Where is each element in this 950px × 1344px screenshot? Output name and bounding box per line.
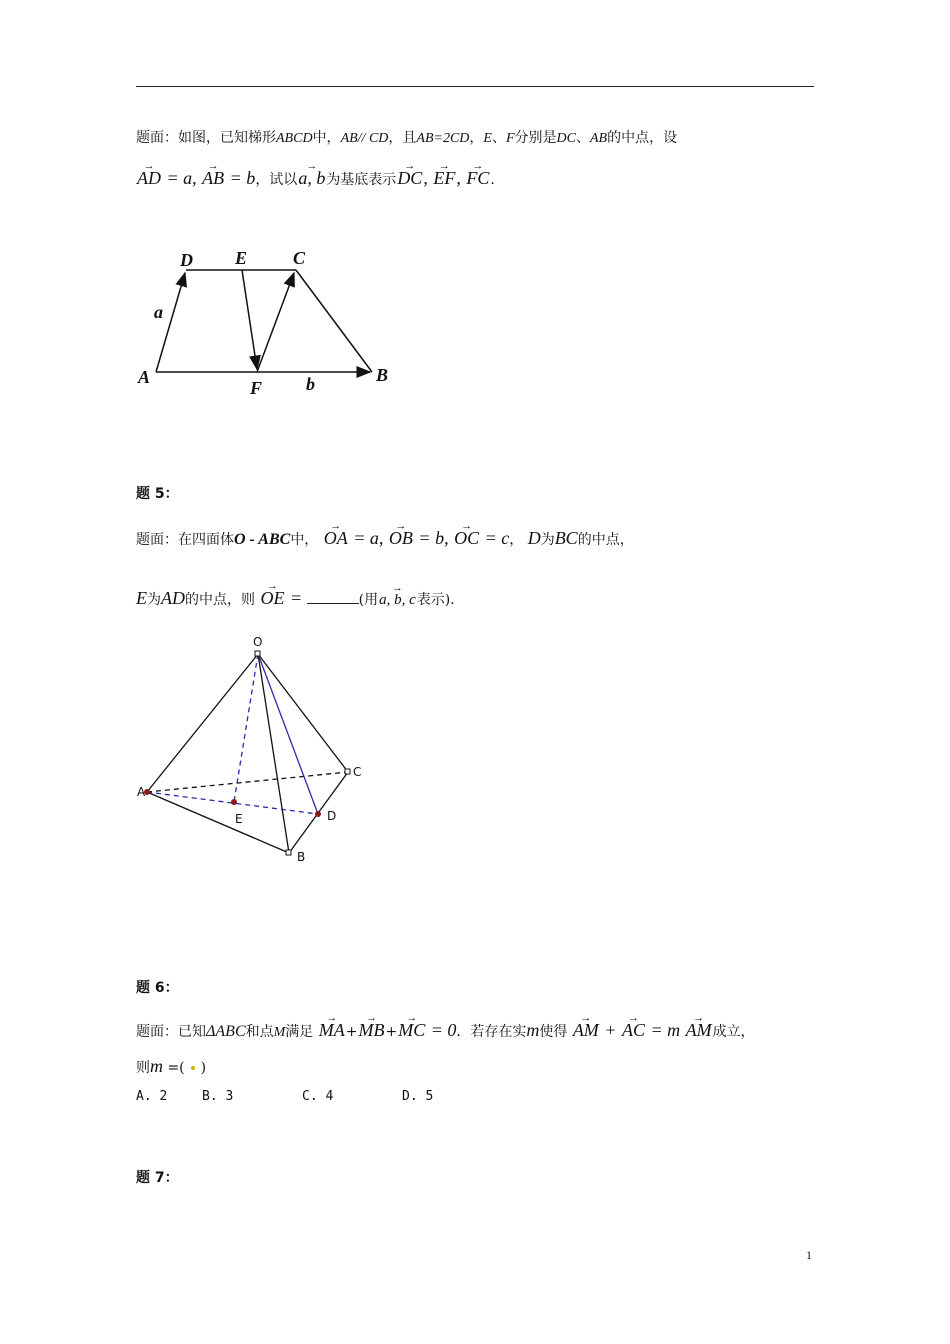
- point-d: D: [527, 528, 541, 548]
- point-d-dot: [315, 811, 321, 817]
- edge-ob: [258, 654, 289, 853]
- point-c-marker: [345, 769, 350, 774]
- text: .: [490, 172, 495, 188]
- vector-oc: → OC: [454, 528, 479, 548]
- problem4-ab-eq-2cd: AB=2CD: [416, 131, 470, 146]
- edge-od: [258, 654, 318, 814]
- text: = a,: [348, 528, 388, 548]
- text: 题面：已知: [136, 1024, 206, 1040]
- vector-oa: → OA: [324, 528, 348, 548]
- label-a2: A: [137, 785, 146, 799]
- label-d: D: [180, 250, 193, 270]
- text: ，: [509, 532, 524, 548]
- problem6-options: [136, 1086, 433, 1107]
- problem6-heading: 题 6：: [136, 980, 179, 996]
- label-o: O: [253, 635, 263, 649]
- text: 中，: [312, 130, 341, 146]
- edge-ac-hidden: [147, 772, 348, 792]
- text: +: [345, 1024, 358, 1040]
- label-b: B: [376, 365, 389, 385]
- text: 表示)．: [416, 592, 465, 608]
- point-e-dot: [231, 799, 237, 805]
- vector-oe: → OE: [260, 588, 284, 608]
- vector-am-2: → AM: [686, 1020, 712, 1040]
- vector-ob: → OB: [389, 528, 413, 548]
- option-b[interactable]: B. 3: [202, 1089, 234, 1104]
- text: 为: [147, 592, 161, 608]
- text: 和点: [245, 1024, 274, 1040]
- text: ．若存在实: [456, 1024, 527, 1040]
- vector-ef: → EF: [433, 168, 455, 188]
- edge-ab: [147, 792, 289, 853]
- text: = 0: [426, 1020, 457, 1040]
- point-o-marker: [255, 651, 260, 656]
- text: ，: [469, 130, 484, 146]
- vector-am: → AM: [573, 1020, 599, 1040]
- point-e: E: [136, 588, 147, 608]
- label-e: E: [235, 248, 248, 268]
- option-d[interactable]: D. 5: [402, 1089, 434, 1104]
- point-e: E: [483, 131, 492, 146]
- label-c: C: [293, 248, 306, 268]
- text: ，且: [388, 130, 417, 146]
- text: 成立，: [712, 1024, 755, 1040]
- vector-ac: → AC: [622, 1020, 645, 1040]
- text: 的中点，: [577, 532, 634, 548]
- segment-ad: AD: [161, 588, 185, 608]
- text: 的中点，设: [607, 130, 678, 146]
- vector-mc: → MC: [398, 1020, 425, 1040]
- problem5-heading: 题 5：: [136, 486, 179, 502]
- text: +: [385, 1024, 398, 1040]
- text: (用: [358, 592, 379, 608]
- point-b-marker: [286, 850, 291, 855]
- text: 、: [491, 130, 506, 146]
- problem4-prefix: 题面：如图，已知梯形: [136, 130, 276, 146]
- segment-bc: BC: [554, 528, 578, 548]
- text: = b,: [413, 528, 454, 548]
- vectors-abc: → a, b, c: [379, 590, 416, 610]
- label-f: F: [250, 378, 263, 398]
- text: 、: [575, 130, 590, 146]
- answer-dot: [191, 1066, 195, 1070]
- problem4-ab-parallel-cd: AB// CD: [340, 131, 389, 146]
- text: = c: [480, 528, 510, 548]
- text: 为: [540, 532, 555, 548]
- text: =: [285, 588, 307, 608]
- tetrahedron-label: O - ABC: [234, 531, 291, 548]
- page-number: 1: [806, 1248, 812, 1262]
- label-a: A: [138, 367, 151, 387]
- vector-mb: → MB: [358, 1020, 384, 1040]
- var-m-2: m: [150, 1056, 163, 1076]
- edge-oa: [147, 654, 258, 792]
- problem7-heading: 题 7：: [136, 1170, 179, 1186]
- label-vec-b: b: [306, 374, 315, 394]
- vector-dc: → DC: [397, 168, 422, 188]
- problem4-line2: → AD = a, → AB = b，试以→ a, b为基底表示→ DC, → EF, → FC.: [136, 168, 495, 190]
- vector-ad: → AD: [137, 168, 161, 188]
- text: 为基底表示: [326, 172, 397, 188]
- point-f: F: [505, 131, 515, 146]
- text: = a,: [162, 168, 202, 188]
- text: ): [200, 1060, 207, 1076]
- vector-ab: → AB: [202, 168, 224, 188]
- problem4-abcd: ABCD: [276, 131, 313, 146]
- label-e2: E: [235, 812, 243, 826]
- segment-ab: AB: [589, 131, 608, 146]
- label-d2: D: [327, 809, 337, 823]
- var-m: m: [526, 1020, 540, 1040]
- option-c[interactable]: C. 4: [302, 1089, 334, 1104]
- text: 题面：在四面体: [136, 532, 234, 548]
- text: 满足: [285, 1024, 314, 1040]
- vector-ma: → MA: [319, 1020, 345, 1040]
- triangle-abc: ΔABC: [206, 1023, 246, 1040]
- segment-dc: DC: [556, 131, 576, 146]
- label-c2: C: [353, 765, 362, 779]
- problem6-line2: [136, 1056, 206, 1078]
- text: 使得: [539, 1024, 568, 1040]
- edge-oe-dashed: [234, 654, 258, 802]
- text: = b: [225, 168, 256, 188]
- text: 中，: [290, 532, 319, 548]
- vector-fc: → FC: [466, 168, 489, 188]
- text: 的中点，则: [185, 592, 255, 608]
- point-m: M: [273, 1025, 286, 1040]
- label-b2: B: [297, 850, 306, 864]
- text: 则: [136, 1060, 150, 1076]
- text: 分别是: [514, 130, 557, 146]
- text: ，试以: [255, 172, 298, 188]
- option-a[interactable]: A. 2: [136, 1089, 168, 1104]
- label-vec-a: a: [154, 302, 163, 322]
- text: +: [599, 1020, 621, 1040]
- text: =(: [163, 1060, 185, 1076]
- basis-a-b: → a, b: [298, 168, 325, 188]
- edge-oc: [258, 654, 348, 772]
- text: = m: [645, 1020, 685, 1040]
- problem6-line1: [136, 1020, 755, 1043]
